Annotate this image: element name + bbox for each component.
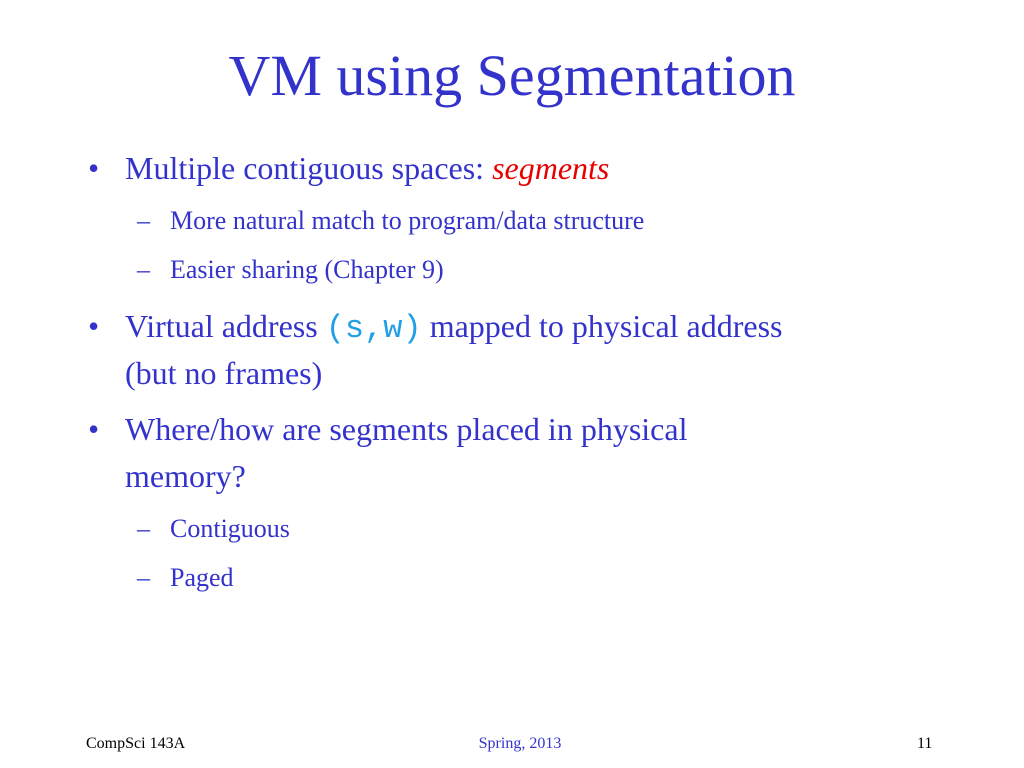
bullet-1-text: Multiple contiguous spaces: — [125, 150, 493, 186]
bullet-marker: • — [88, 150, 100, 186]
sub-bullet-marker: – — [137, 255, 150, 284]
bullet-2-code: (s,w) — [325, 310, 422, 347]
bullet-1 — [125, 145, 609, 191]
bullet-3-line-2: memory? — [125, 458, 246, 494]
sub-bullet-marker: – — [137, 563, 150, 592]
sub-bullet-marker: – — [137, 514, 150, 543]
footer-term: Spring, 2013 — [478, 735, 562, 752]
bullet-3-sub-2: Paged — [170, 563, 234, 592]
bullet-marker: • — [88, 411, 100, 447]
footer-page-number: 11 — [917, 735, 933, 752]
bullet-2-line-1 — [125, 303, 783, 352]
bullet-3-line-1: Where/how are segments placed in physical — [125, 411, 688, 447]
bullet-3-sub-1: Contiguous — [170, 514, 290, 543]
bullet-2-line-2: (but no frames) — [125, 355, 323, 391]
bullet-2-suffix: mapped to physical address — [421, 308, 783, 344]
bullet-1-sub-2: Easier sharing (Chapter 9) — [170, 255, 444, 284]
bullet-1-highlight: segments — [492, 150, 610, 186]
footer-course: CompSci 143A — [86, 735, 186, 752]
bullet-1-sub-1: More natural match to program/data structure — [170, 206, 645, 235]
bullet-marker: • — [88, 308, 100, 344]
sub-bullet-marker: – — [137, 206, 150, 235]
slide-title: VM using Segmentation — [228, 43, 796, 108]
bullet-2-prefix: Virtual address — [125, 308, 326, 344]
